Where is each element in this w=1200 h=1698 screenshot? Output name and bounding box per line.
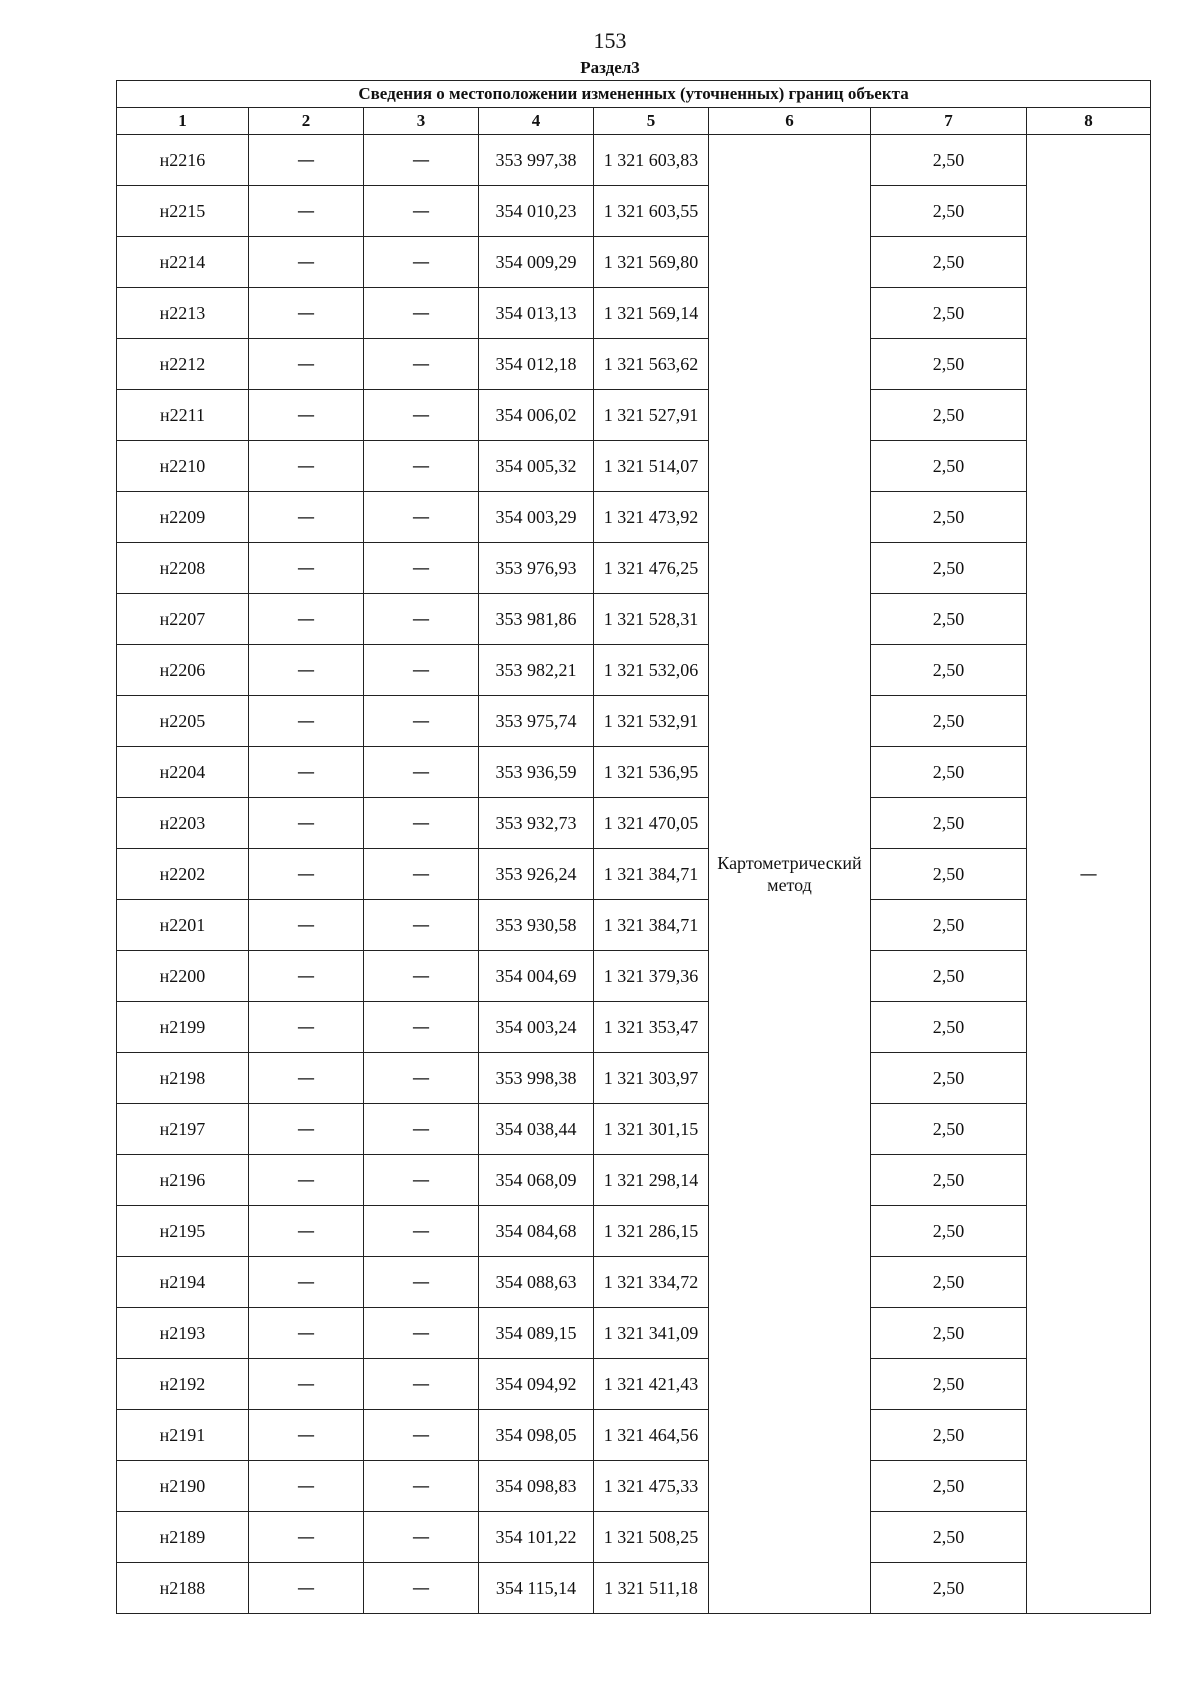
y-coordinate-cell: 1 321 298,14: [594, 1155, 709, 1206]
point-name-cell: н2190: [117, 1461, 249, 1512]
point-name-cell: н2208: [117, 543, 249, 594]
accuracy-cell: 2,50: [871, 492, 1027, 543]
column-3-cell: —: [364, 237, 479, 288]
column-2-cell: —: [249, 1104, 364, 1155]
point-name-cell: н2188: [117, 1563, 249, 1614]
column-3-cell: —: [364, 1512, 479, 1563]
table-row: [117, 339, 1151, 390]
accuracy-cell: 2,50: [871, 1206, 1027, 1257]
table-row: [117, 135, 1151, 186]
table-row: [117, 441, 1151, 492]
y-coordinate-cell: 1 321 569,14: [594, 288, 709, 339]
y-coordinate-cell: 1 321 563,62: [594, 339, 709, 390]
column-3-cell: —: [364, 543, 479, 594]
x-coordinate-cell: 354 003,29: [479, 492, 594, 543]
point-name-cell: н2191: [117, 1410, 249, 1461]
y-coordinate-cell: 1 321 603,83: [594, 135, 709, 186]
column-2-cell: —: [249, 1410, 364, 1461]
y-coordinate-cell: 1 321 511,18: [594, 1563, 709, 1614]
table-row: [117, 1512, 1151, 1563]
point-name-cell: н2213: [117, 288, 249, 339]
accuracy-cell: 2,50: [871, 1563, 1027, 1614]
y-coordinate-cell: 1 321 536,95: [594, 747, 709, 798]
accuracy-cell: 2,50: [871, 1053, 1027, 1104]
column-2-cell: —: [249, 1359, 364, 1410]
column-2-cell: —: [249, 237, 364, 288]
section-title: Раздел3: [580, 58, 640, 77]
x-coordinate-cell: 353 997,38: [479, 135, 594, 186]
column-number-4: 4: [479, 108, 594, 135]
y-coordinate-cell: 1 321 303,97: [594, 1053, 709, 1104]
x-coordinate-cell: 354 088,63: [479, 1257, 594, 1308]
table-row: [117, 1206, 1151, 1257]
x-coordinate-cell: 353 998,38: [479, 1053, 594, 1104]
table-row: [117, 798, 1151, 849]
column-3-cell: —: [364, 288, 479, 339]
column-2-cell: —: [249, 390, 364, 441]
column-3-cell: —: [364, 1257, 479, 1308]
point-name-cell: н2202: [117, 849, 249, 900]
column-2-cell: —: [249, 696, 364, 747]
table-row: [117, 492, 1151, 543]
boundary-coordinates-table: [116, 80, 1151, 1614]
column-3-cell: —: [364, 441, 479, 492]
y-coordinate-cell: 1 321 532,91: [594, 696, 709, 747]
column-3-cell: —: [364, 645, 479, 696]
table-row: [117, 696, 1151, 747]
column-3-cell: —: [364, 747, 479, 798]
accuracy-cell: 2,50: [871, 1257, 1027, 1308]
y-coordinate-cell: 1 321 569,80: [594, 237, 709, 288]
point-name-cell: н2197: [117, 1104, 249, 1155]
table-row: [117, 1359, 1151, 1410]
accuracy-cell: 2,50: [871, 339, 1027, 390]
x-coordinate-cell: 354 012,18: [479, 339, 594, 390]
x-coordinate-cell: 353 981,86: [479, 594, 594, 645]
x-coordinate-cell: 354 084,68: [479, 1206, 594, 1257]
x-coordinate-cell: 354 013,13: [479, 288, 594, 339]
column-2-cell: —: [249, 1002, 364, 1053]
table-row: [117, 1104, 1151, 1155]
column-3-cell: —: [364, 186, 479, 237]
table-row: [117, 747, 1151, 798]
y-coordinate-cell: 1 321 476,25: [594, 543, 709, 594]
accuracy-cell: 2,50: [871, 900, 1027, 951]
column-3-cell: —: [364, 696, 479, 747]
table-row: [117, 1410, 1151, 1461]
column-3-cell: —: [364, 1053, 479, 1104]
accuracy-cell: 2,50: [871, 1410, 1027, 1461]
column-2-cell: —: [249, 747, 364, 798]
point-name-cell: н2212: [117, 339, 249, 390]
x-coordinate-cell: 354 004,69: [479, 951, 594, 1002]
table-row: [117, 288, 1151, 339]
point-name-cell: н2199: [117, 1002, 249, 1053]
column-2-cell: —: [249, 1206, 364, 1257]
accuracy-cell: 2,50: [871, 441, 1027, 492]
table-row: [117, 390, 1151, 441]
x-coordinate-cell: 354 038,44: [479, 1104, 594, 1155]
column-number-5: 5: [594, 108, 709, 135]
table-row: [117, 1002, 1151, 1053]
point-name-cell: н2207: [117, 594, 249, 645]
column-2-cell: —: [249, 1155, 364, 1206]
accuracy-cell: 2,50: [871, 237, 1027, 288]
column-2-cell: —: [249, 1308, 364, 1359]
table-body: [117, 135, 1151, 1614]
x-coordinate-cell: 354 003,24: [479, 1002, 594, 1053]
page-number: 153: [593, 28, 627, 53]
y-coordinate-cell: 1 321 528,31: [594, 594, 709, 645]
x-coordinate-cell: 354 009,29: [479, 237, 594, 288]
x-coordinate-cell: 354 006,02: [479, 390, 594, 441]
accuracy-cell: 2,50: [871, 951, 1027, 1002]
table-caption: Сведения о местоположении измененных (уточненных) границ объекта: [117, 81, 1151, 108]
y-coordinate-cell: 1 321 527,91: [594, 390, 709, 441]
accuracy-cell: 2,50: [871, 543, 1027, 594]
y-coordinate-cell: 1 321 384,71: [594, 900, 709, 951]
column-2-cell: —: [249, 594, 364, 645]
table-row: [117, 645, 1151, 696]
point-name-cell: н2215: [117, 186, 249, 237]
column-2-cell: —: [249, 1563, 364, 1614]
x-coordinate-cell: 354 094,92: [479, 1359, 594, 1410]
table-row: [117, 1053, 1151, 1104]
x-coordinate-cell: 354 101,22: [479, 1512, 594, 1563]
table-row: [117, 237, 1151, 288]
x-coordinate-cell: 353 975,74: [479, 696, 594, 747]
x-coordinate-cell: 353 926,24: [479, 849, 594, 900]
column-3-cell: —: [364, 798, 479, 849]
column-2-cell: —: [249, 186, 364, 237]
y-coordinate-cell: 1 321 470,05: [594, 798, 709, 849]
x-coordinate-cell: 353 932,73: [479, 798, 594, 849]
accuracy-cell: 2,50: [871, 1104, 1027, 1155]
table-row: [117, 1155, 1151, 1206]
column-2-cell: —: [249, 1257, 364, 1308]
point-name-cell: н2200: [117, 951, 249, 1002]
y-coordinate-cell: 1 321 603,55: [594, 186, 709, 237]
column-2-cell: —: [249, 339, 364, 390]
accuracy-cell: 2,50: [871, 1512, 1027, 1563]
column-2-cell: —: [249, 441, 364, 492]
column-3-cell: —: [364, 1155, 479, 1206]
point-name-cell: н2211: [117, 390, 249, 441]
point-name-cell: н2203: [117, 798, 249, 849]
column-2-cell: —: [249, 492, 364, 543]
x-coordinate-cell: 354 098,05: [479, 1410, 594, 1461]
point-name-cell: н2209: [117, 492, 249, 543]
table-row: [117, 900, 1151, 951]
x-coordinate-cell: 354 098,83: [479, 1461, 594, 1512]
x-coordinate-cell: 354 005,32: [479, 441, 594, 492]
accuracy-cell: 2,50: [871, 1359, 1027, 1410]
accuracy-cell: 2,50: [871, 1308, 1027, 1359]
table-row: [117, 186, 1151, 237]
y-coordinate-cell: 1 321 508,25: [594, 1512, 709, 1563]
x-coordinate-cell: 354 068,09: [479, 1155, 594, 1206]
column-number-2: 2: [249, 108, 364, 135]
accuracy-cell: 2,50: [871, 390, 1027, 441]
accuracy-cell: 2,50: [871, 1461, 1027, 1512]
x-coordinate-cell: 353 930,58: [479, 900, 594, 951]
y-coordinate-cell: 1 321 532,06: [594, 645, 709, 696]
point-name-cell: н2198: [117, 1053, 249, 1104]
x-coordinate-cell: 354 115,14: [479, 1563, 594, 1614]
table-row: [117, 951, 1151, 1002]
column-number-7: 7: [871, 108, 1027, 135]
column-3-cell: —: [364, 951, 479, 1002]
y-coordinate-cell: 1 321 384,71: [594, 849, 709, 900]
accuracy-cell: 2,50: [871, 1002, 1027, 1053]
accuracy-cell: 2,50: [871, 1155, 1027, 1206]
y-coordinate-cell: 1 321 473,92: [594, 492, 709, 543]
column-2-cell: —: [249, 900, 364, 951]
accuracy-cell: 2,50: [871, 186, 1027, 237]
point-name-cell: н2204: [117, 747, 249, 798]
column-3-cell: —: [364, 1410, 479, 1461]
column-number-row: [117, 108, 1151, 135]
table-row: [117, 1461, 1151, 1512]
point-name-cell: н2195: [117, 1206, 249, 1257]
x-coordinate-cell: 354 010,23: [479, 186, 594, 237]
column-3-cell: —: [364, 900, 479, 951]
column-2-cell: —: [249, 951, 364, 1002]
y-coordinate-cell: 1 321 341,09: [594, 1308, 709, 1359]
column-2-cell: —: [249, 849, 364, 900]
column-3-cell: —: [364, 1359, 479, 1410]
column-number-3: 3: [364, 108, 479, 135]
table-row: [117, 1563, 1151, 1614]
x-coordinate-cell: 353 982,21: [479, 645, 594, 696]
column-3-cell: —: [364, 1308, 479, 1359]
column-3-cell: —: [364, 339, 479, 390]
column-3-cell: —: [364, 1104, 479, 1155]
x-coordinate-cell: 353 976,93: [479, 543, 594, 594]
column-2-cell: —: [249, 288, 364, 339]
y-coordinate-cell: 1 321 286,15: [594, 1206, 709, 1257]
table-row: [117, 1308, 1151, 1359]
x-coordinate-cell: 353 936,59: [479, 747, 594, 798]
point-name-cell: н2201: [117, 900, 249, 951]
y-coordinate-cell: 1 321 514,07: [594, 441, 709, 492]
column-3-cell: —: [364, 492, 479, 543]
y-coordinate-cell: 1 321 464,56: [594, 1410, 709, 1461]
point-name-cell: н2189: [117, 1512, 249, 1563]
point-name-cell: н2194: [117, 1257, 249, 1308]
column-8-cell: —: [1027, 135, 1151, 1614]
column-3-cell: —: [364, 390, 479, 441]
column-2-cell: —: [249, 1461, 364, 1512]
accuracy-cell: 2,50: [871, 747, 1027, 798]
point-name-cell: н2205: [117, 696, 249, 747]
y-coordinate-cell: 1 321 475,33: [594, 1461, 709, 1512]
accuracy-cell: 2,50: [871, 594, 1027, 645]
accuracy-cell: 2,50: [871, 645, 1027, 696]
accuracy-cell: 2,50: [871, 135, 1027, 186]
column-3-cell: —: [364, 1563, 479, 1614]
table-row: [117, 543, 1151, 594]
point-name-cell: н2210: [117, 441, 249, 492]
point-name-cell: н2216: [117, 135, 249, 186]
y-coordinate-cell: 1 321 353,47: [594, 1002, 709, 1053]
column-2-cell: —: [249, 798, 364, 849]
column-number-6: 6: [709, 108, 871, 135]
accuracy-cell: 2,50: [871, 288, 1027, 339]
accuracy-cell: 2,50: [871, 696, 1027, 747]
method-cell: Картометрический метод: [709, 135, 871, 1614]
point-name-cell: н2206: [117, 645, 249, 696]
column-number-1: 1: [117, 108, 249, 135]
table-row: [117, 1257, 1151, 1308]
column-number-8: 8: [1027, 108, 1151, 135]
column-2-cell: —: [249, 1512, 364, 1563]
column-3-cell: —: [364, 1461, 479, 1512]
table-row: [117, 594, 1151, 645]
y-coordinate-cell: 1 321 334,72: [594, 1257, 709, 1308]
point-name-cell: н2192: [117, 1359, 249, 1410]
y-coordinate-cell: 1 321 421,43: [594, 1359, 709, 1410]
point-name-cell: н2193: [117, 1308, 249, 1359]
point-name-cell: н2196: [117, 1155, 249, 1206]
table-row: [117, 849, 1151, 900]
column-3-cell: —: [364, 1002, 479, 1053]
x-coordinate-cell: 354 089,15: [479, 1308, 594, 1359]
column-2-cell: —: [249, 1053, 364, 1104]
y-coordinate-cell: 1 321 379,36: [594, 951, 709, 1002]
accuracy-cell: 2,50: [871, 849, 1027, 900]
column-3-cell: —: [364, 849, 479, 900]
point-name-cell: н2214: [117, 237, 249, 288]
column-2-cell: —: [249, 645, 364, 696]
column-3-cell: —: [364, 594, 479, 645]
y-coordinate-cell: 1 321 301,15: [594, 1104, 709, 1155]
column-2-cell: —: [249, 135, 364, 186]
accuracy-cell: 2,50: [871, 798, 1027, 849]
column-3-cell: —: [364, 1206, 479, 1257]
column-2-cell: —: [249, 543, 364, 594]
column-3-cell: —: [364, 135, 479, 186]
